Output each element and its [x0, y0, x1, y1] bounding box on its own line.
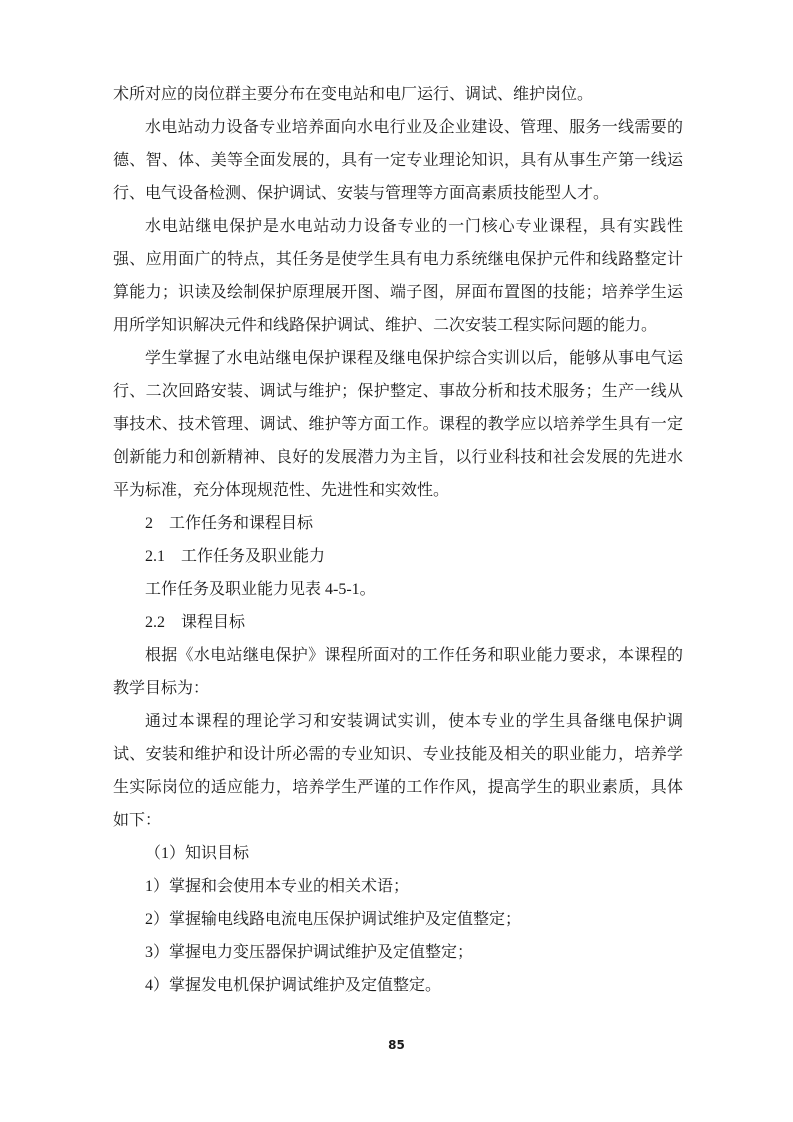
list-item: 2）掌握输电线路电流电压保护调试维护及定值整定； — [145, 911, 522, 928]
list-item: 1）掌握和会使用本专业的相关术语； — [145, 878, 410, 895]
document-body — [113, 78, 683, 1002]
body-paragraph: 通过本课程的理论学习和安装调试实训，使本专业的学生具备继电保护调试、安装和维护和设计所必需的专业知识、专业技能及相关的职业能力，培养学生实际岗位的适应能力，培养学生严谨的工作作风，提高学生的职业素质，具体如下： — [113, 713, 683, 829]
body-paragraph: 水电站继电保护是水电站动力设备专业的一门核心专业课程，具有实践性强、应用面广的特点，其任务是使学生具有电力系统继电保护元件和线路整定计算能力；识读及绘制保护原理展开图、端子图，屏面布置图的技能；培养学生运用所学知识解决元件和线路保护调试、维护、二次安装工程实际问题的能力。 — [113, 218, 683, 334]
body-paragraph: 根据《水电站继电保护》课程所面对的工作任务和职业能力要求，本课程的教学目标为： — [113, 647, 683, 697]
body-paragraph-continuation: 术所对应的岗位群主要分布在变电站和电厂运行、调试、维护岗位。 — [113, 86, 594, 103]
body-paragraph: 学生掌握了水电站继电保护课程及继电保护综合实训以后，能够从事电气运行、二次回路安装、调试与维护；保护整定、事故分析和技术服务；生产一线从事技术、技术管理、调试、维护等方面工作。课程的教学应以培养学生具有一定创新能力和创新精神、良好的发展潜力为主旨，以行业科技和社会发展的先进水平为标准，充分体现规范性、先进性和实效性。 — [113, 350, 683, 499]
section-heading-2: 2 工作任务和课程目标 — [145, 515, 314, 532]
list-item: 4）掌握发电机保护调试维护及定值整定。 — [145, 977, 442, 994]
list-item: 3）掌握电力变压器保护调试维护及定值整定； — [145, 944, 474, 961]
body-paragraph: 工作任务及职业能力见表 4-5-1。 — [145, 581, 376, 598]
body-paragraph: 水电站动力设备专业培养面向水电行业及企业建设、管理、服务一线需要的德、智、体、美等全面发展的，具有一定专业理论知识，具有从事生产第一线运行、电气设备检测、保护调试、安装与管理等方面高素质技能型人才。 — [113, 119, 683, 202]
list-heading-knowledge-goals: （1）知识目标 — [145, 845, 250, 862]
page-number: 85 — [388, 1038, 405, 1052]
subsection-heading-2-2: 2.2 课程目标 — [145, 614, 246, 631]
subsection-heading-2-1: 2.1 工作任务及职业能力 — [145, 548, 326, 565]
